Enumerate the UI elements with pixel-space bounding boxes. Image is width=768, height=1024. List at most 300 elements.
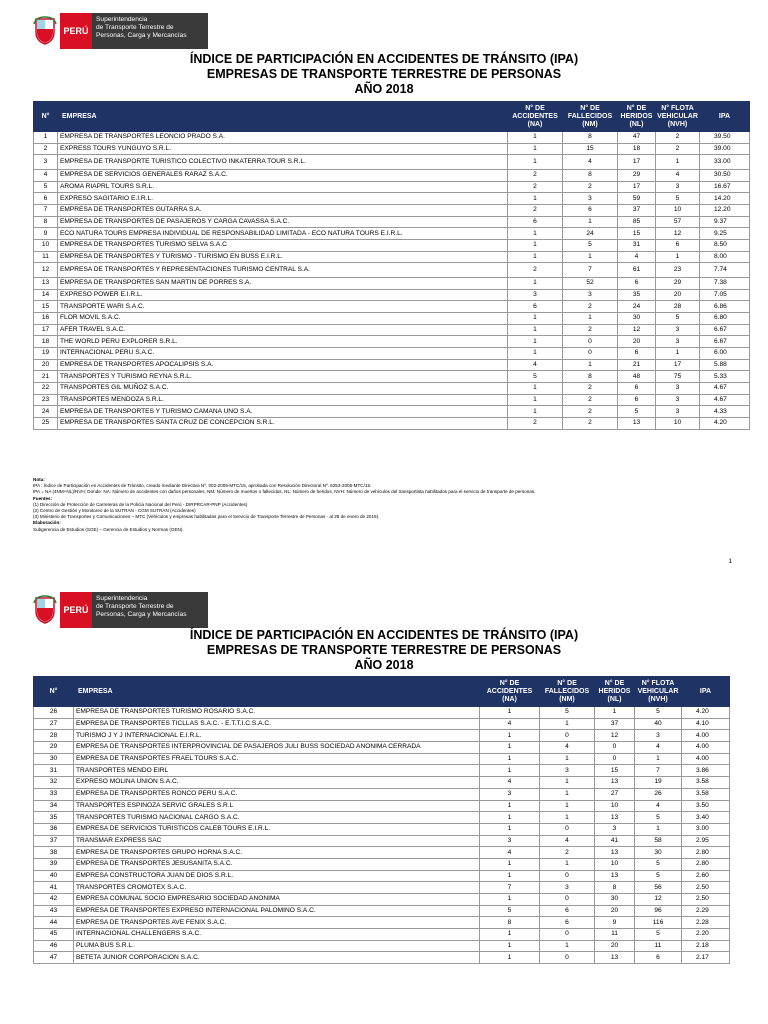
company-name: PLUMA BUS S.R.L. [74,940,480,952]
company-name: EXPRESO SAGITARIO E.I.R.L. [58,193,508,205]
row-num: 13 [34,277,58,289]
company-name: EMPRESA DE TRANSPORTES LEONCIO PRADO S.A. [58,132,508,144]
table-row [34,418,750,430]
ipa-value: 4.20 [700,418,750,430]
injured-value: 13 [595,870,635,882]
col-header-accidentes: N° DE ACCIDENTES (NA) [480,677,540,707]
row-num: 24 [34,406,58,418]
table-row [34,301,750,313]
deaths-value: 4 [540,835,595,847]
injured-value: 18 [618,143,656,155]
ipa-value: 2.50 [682,882,730,894]
ipa-value: 5.88 [700,359,750,371]
accidents-value: 1 [508,132,563,144]
row-num: 6 [34,193,58,205]
injured-value: 47 [618,132,656,144]
ipa-value: 7.38 [700,277,750,289]
ipa-value: 2.50 [682,894,730,906]
deaths-value: 0 [540,870,595,882]
document-year: AÑO 2018 [354,82,414,96]
fleet-value: 29 [656,277,700,289]
fleet-value: 1 [656,251,700,263]
document-title-block [0,52,768,97]
injured-value: 10 [595,800,635,812]
fleet-value: 12 [656,228,700,240]
fleet-value: 3 [656,394,700,406]
deaths-value: 4 [563,155,618,170]
company-name: EMPRESA DE TRANSPORTES SANTA CRUZ DE CONCEPCION S.R.L. [58,418,508,430]
elaboration-line: Subgerencia de Estudios (SGE) – Gerencia de Estudios y Normas (GEN). [33,526,184,532]
accidents-value: 1 [480,858,540,870]
row-num: 32 [34,777,74,789]
logo-country-label: PERÚ [60,13,92,49]
injured-value: 30 [618,312,656,324]
accidents-value: 1 [508,348,563,360]
accidents-value: 1 [480,894,540,906]
row-num: 33 [34,788,74,800]
note-line: IPA = NA (4NM+NL)/NVH; Donde: NA: Número de accidentes con daños personales, NM: Número de muertos o fallecidos, NL: Número de heridos, NVH: Número de vehículos del transportista habilitados para el servicio de transporte de personas. [33,489,536,495]
injured-value: 0 [595,753,635,765]
table-row [34,204,750,216]
injured-value: 13 [595,777,635,789]
ipa-value: 8.00 [700,251,750,263]
fleet-value: 4 [635,742,682,754]
coat-of-arms-icon [30,592,60,628]
fleet-value: 2 [656,143,700,155]
logo-line: de Transporte Terrestre de [96,24,174,31]
row-num: 35 [34,812,74,824]
accidents-value: 1 [480,753,540,765]
table-row [34,858,730,870]
deaths-value: 1 [540,940,595,952]
deaths-value: 3 [540,882,595,894]
injured-value: 13 [595,847,635,859]
table-row [34,800,730,812]
fleet-value: 3 [656,324,700,336]
table-row [34,277,750,289]
ipa-value: 2.95 [682,835,730,847]
fleet-value: 2 [656,132,700,144]
ipa-value: 4.00 [682,730,730,742]
note-line: IPA : Índice de Participación en Accidentes de Tránsito, creado mediante Directiva Nº. 002-2005-MTC/15, aprobada con Resolución Directoral Nº. 6253-2005-MTC/15. [33,483,372,489]
fleet-value: 75 [656,371,700,383]
ipa-value: 3.50 [682,800,730,812]
injured-value: 6 [618,383,656,395]
injured-value: 12 [618,324,656,336]
accidents-value: 1 [480,730,540,742]
company-name: TRANSPORTES GIL MUÑOZ S.A.C. [58,383,508,395]
injured-value: 20 [618,336,656,348]
fleet-value: 23 [656,263,700,278]
accidents-value: 1 [480,800,540,812]
col-header-num: N° [34,102,58,132]
deaths-value: 0 [540,952,595,964]
ipa-value: 30.50 [700,169,750,181]
source-line: (3) Ministerio de Transportes y Comunicaciones – MTC (Vehículos y empresas habilitadas para el Servicio de Transporte Terrestre de Personas - al 28 de enero de 2019). [33,514,380,520]
accidents-value: 1 [508,394,563,406]
injured-value: 17 [618,155,656,170]
accidents-value: 1 [480,707,540,719]
injured-value: 0 [595,742,635,754]
col-header-flota: N° FLOTA VEHICULAR (NVH) [656,102,700,132]
logo-institution-text [92,13,208,49]
injured-value: 48 [618,371,656,383]
fleet-value: 26 [635,788,682,800]
injured-value: 20 [595,905,635,917]
deaths-value: 0 [563,348,618,360]
table-row [34,894,730,906]
accidents-value: 1 [508,312,563,324]
table-row [34,788,730,800]
fleet-value: 3 [656,336,700,348]
row-num: 40 [34,870,74,882]
source-line: (1) Dirección de Protección de Carreteras de la Policía Nacional del Perú - DIRPRCAR-PNP (Accidentes) [33,501,248,507]
table-row [34,835,730,847]
injured-value: 61 [618,263,656,278]
accidents-value: 1 [508,277,563,289]
table-row [34,847,730,859]
deaths-value: 1 [540,753,595,765]
ipa-value: 3.58 [682,777,730,789]
deaths-value: 2 [563,301,618,313]
table-row [34,263,750,278]
ipa-value: 6.86 [700,301,750,313]
ipa-value: 39.00 [700,143,750,155]
table-row [34,169,750,181]
ipa-value: 5.33 [700,371,750,383]
ipa-value: 14.20 [700,193,750,205]
table-row [34,143,750,155]
deaths-value: 2 [540,847,595,859]
company-name: TRANSPORTES ESPINOZA SERVIC GRALES S.R.L [74,800,480,812]
fleet-value: 57 [656,216,700,228]
company-name: TRANSPORTES TURISMO NACIONAL CARGO S.A.C. [74,812,480,824]
accidents-value: 1 [508,228,563,240]
company-name: TURISMO J Y J INTERNACIONAL E.I.R.L. [74,730,480,742]
company-name: EMPRESA DE TRANSPORTES DE PASAJEROS Y CARGA CAVASSA S.A.C. [58,216,508,228]
row-num: 9 [34,228,58,240]
fleet-value: 1 [635,823,682,835]
fleet-value: 7 [635,765,682,777]
injured-value: 8 [595,882,635,894]
ipa-value: 4.67 [700,394,750,406]
deaths-value: 1 [540,858,595,870]
company-name: EMPRESA CONSTRUCTORA JUAN DE DIOS S.R.L. [74,870,480,882]
company-name: EXPRESS TOURS YUNGUYO S.R.L. [58,143,508,155]
table-row [34,251,750,263]
accidents-value: 1 [480,952,540,964]
table-row [34,707,730,719]
row-num: 41 [34,882,74,894]
table-row [34,240,750,252]
injured-value: 31 [618,240,656,252]
company-name: EMPRESA DE TRANSPORTES GRUPO HORNA S.A.C. [74,847,480,859]
row-num: 1 [34,132,58,144]
injured-value: 6 [618,277,656,289]
col-header-fallecidos: N° DE FALLECIDOS (NM) [563,102,618,132]
table-row [34,336,750,348]
deaths-value: 5 [540,707,595,719]
table-row [34,312,750,324]
table-row [34,940,730,952]
table-row [34,882,730,894]
logo-institution-text [92,592,208,628]
deaths-value: 3 [563,289,618,301]
row-num: 25 [34,418,58,430]
col-header-accidentes: N° DE ACCIDENTES (NA) [508,102,563,132]
injured-value: 27 [595,788,635,800]
injured-value: 85 [618,216,656,228]
accidents-value: 1 [508,383,563,395]
accidents-value: 1 [480,870,540,882]
ipa-value: 7.05 [700,289,750,301]
injured-value: 35 [618,289,656,301]
accidents-value: 1 [480,940,540,952]
row-num: 18 [34,336,58,348]
injured-value: 37 [595,718,635,730]
company-name: TRANSPORTE WARI S.A.C. [58,301,508,313]
table-row [34,181,750,193]
logo-line: Superintendencia [96,16,148,23]
fleet-value: 28 [656,301,700,313]
injured-value: 37 [618,204,656,216]
document-year: AÑO 2018 [354,658,414,672]
col-header-empresa: EMPRESA [58,102,508,132]
company-name: EMPRESA DE TRANSPORTE TURISTICO COLECTIVO INKATERRA TOUR S.R.L. [58,155,508,170]
col-header-heridos: N° DE HERIDOS (NL) [595,677,635,707]
deaths-value: 1 [563,359,618,371]
injured-value: 11 [595,929,635,941]
row-num: 14 [34,289,58,301]
deaths-value: 2 [563,383,618,395]
injured-value: 13 [618,418,656,430]
deaths-value: 0 [540,730,595,742]
injured-value: 4 [618,251,656,263]
accidents-value: 1 [508,240,563,252]
row-num: 39 [34,858,74,870]
accidents-value: 1 [480,929,540,941]
fleet-value: 1 [656,155,700,170]
fleet-value: 5 [635,812,682,824]
injured-value: 10 [595,858,635,870]
accidents-value: 1 [508,143,563,155]
row-num: 11 [34,251,58,263]
accidents-value: 4 [480,777,540,789]
logo-line: Personas, Carga y Mercancías [96,32,187,39]
accidents-value: 2 [508,263,563,278]
deaths-value: 1 [563,216,618,228]
ipa-value: 7.74 [700,263,750,278]
company-name: EMPRESA DE TRANSPORTES Y TURISMO CAMANA UNO S.A. [58,406,508,418]
injured-value: 1 [595,707,635,719]
fleet-value: 19 [635,777,682,789]
document-subtitle: EMPRESAS DE TRANSPORTE TERRESTRE DE PERSONAS [206,643,562,657]
company-name: EMPRESA DE TRANSPORTES EXPRESO INTERNACIONAL PALOMINO S.A.C. [74,905,480,917]
table-row [34,812,730,824]
row-num: 19 [34,348,58,360]
deaths-value: 1 [540,718,595,730]
fleet-value: 5 [656,193,700,205]
fleet-value: 5 [635,707,682,719]
injured-value: 9 [595,917,635,929]
company-name: EMPRESA DE TRANSPORTES TURISMO ROSARIO S.A.C. [74,707,480,719]
deaths-value: 1 [540,812,595,824]
table-notes [33,477,733,533]
fleet-value: 116 [635,917,682,929]
ipa-value: 39.50 [700,132,750,144]
logo-country-label: PERÚ [60,592,92,628]
accidents-value: 6 [508,301,563,313]
fleet-value: 3 [635,730,682,742]
fleet-value: 5 [635,929,682,941]
company-name: EXPRESO MOLINA UNION S.A.C. [74,777,480,789]
ipa-table-page-1 [33,101,750,430]
document-subtitle: EMPRESAS DE TRANSPORTE TERRESTRE DE PERSONAS [206,67,562,81]
accidents-value: 7 [480,882,540,894]
accidents-value: 5 [508,371,563,383]
ipa-value: 3.86 [682,765,730,777]
deaths-value: 6 [563,204,618,216]
ipa-value: 2.28 [682,917,730,929]
row-num: 37 [34,835,74,847]
row-num: 12 [34,263,58,278]
ipa-value: 3.58 [682,788,730,800]
table-row [34,324,750,336]
ipa-value: 6.80 [700,312,750,324]
col-header-ipa: IPA [682,677,730,707]
table-row [34,155,750,170]
accidents-value: 2 [508,169,563,181]
sutran-logo [30,592,208,628]
accidents-value: 6 [508,216,563,228]
deaths-value: 7 [563,263,618,278]
company-name: EMPRESA DE TRANSPORTES AVE FENIX S.A.C. [74,917,480,929]
fleet-value: 4 [635,800,682,812]
fleet-value: 1 [635,753,682,765]
ipa-value: 2.80 [682,858,730,870]
row-num: 42 [34,894,74,906]
deaths-value: 2 [563,324,618,336]
company-name: EMPRESA COMUNAL SOCIO EMPRESARIO SOCIEDAD ANONIMA [74,894,480,906]
row-num: 36 [34,823,74,835]
fleet-value: 17 [656,359,700,371]
deaths-value: 0 [540,894,595,906]
table-row [34,718,730,730]
row-num: 17 [34,324,58,336]
deaths-value: 0 [540,823,595,835]
deaths-value: 2 [563,406,618,418]
table-row [34,193,750,205]
company-name: INTERNACIONAL PERU S.A.C. [58,348,508,360]
deaths-value: 8 [563,132,618,144]
company-name: TRANSPORTES CROMOTEX S.A.C. [74,882,480,894]
injured-value: 20 [595,940,635,952]
ipa-value: 6.67 [700,324,750,336]
company-name: EMPRESA DE TRANSPORTES INTERPROVINCIAL DE PASAJEROS JULI BUSS SOCIEDAD ANONIMA CERRADA [74,742,480,754]
fleet-value: 20 [656,289,700,301]
fleet-value: 5 [656,312,700,324]
table-row [34,359,750,371]
company-name: EMPRESA DE TRANSPORTES Y TURISMO - TURISMO EN BUSS E.I.R.L. [58,251,508,263]
injured-value: 15 [595,765,635,777]
accidents-value: 3 [480,788,540,800]
deaths-value: 24 [563,228,618,240]
accidents-value: 1 [480,823,540,835]
fleet-value: 3 [656,383,700,395]
deaths-value: 6 [540,905,595,917]
company-name: EMPRESA DE TRANSPORTES SAN MARTIN DE PORRES S.A. [58,277,508,289]
row-num: 43 [34,905,74,917]
ipa-value: 2.17 [682,952,730,964]
injured-value: 3 [595,823,635,835]
deaths-value: 3 [540,765,595,777]
accidents-value: 1 [480,742,540,754]
col-header-fallecidos: N° DE FALLECIDOS (NM) [540,677,595,707]
accidents-value: 1 [480,812,540,824]
fleet-value: 56 [635,882,682,894]
company-name: TRANSPORTES Y TURISMO REYNA S.R.L. [58,371,508,383]
logo-line: Personas, Carga y Mercancías [96,611,187,618]
ipa-value: 2.80 [682,847,730,859]
fleet-value: 4 [656,169,700,181]
company-name: TRANSPORTES MENDO EIRL [74,765,480,777]
company-name: EXPRESO POWER E.I.R.L. [58,289,508,301]
ipa-value: 4.10 [682,718,730,730]
col-header-empresa: EMPRESA [74,677,480,707]
row-num: 3 [34,155,58,170]
table-row [34,777,730,789]
row-num: 28 [34,730,74,742]
table-row [34,394,750,406]
table-row [34,753,730,765]
col-header-heridos: N° DE HERIDOS (NL) [618,102,656,132]
row-num: 7 [34,204,58,216]
accidents-value: 3 [480,835,540,847]
row-num: 45 [34,929,74,941]
deaths-value: 0 [563,336,618,348]
fleet-value: 11 [635,940,682,952]
row-num: 5 [34,181,58,193]
row-num: 21 [34,371,58,383]
deaths-value: 2 [563,181,618,193]
injured-value: 6 [618,348,656,360]
deaths-value: 15 [563,143,618,155]
fleet-value: 6 [656,240,700,252]
company-name: FLOR MOVIL S.A.C. [58,312,508,324]
accidents-value: 4 [480,718,540,730]
fleet-value: 10 [656,418,700,430]
ipa-value: 9.37 [700,216,750,228]
sources-label: Fuentes: [33,495,53,501]
col-header-ipa: IPA [700,102,750,132]
accidents-value: 4 [508,359,563,371]
fleet-value: 12 [635,894,682,906]
col-header-flota: N° FLOTA VEHICULAR (NVH) [635,677,682,707]
injured-value: 15 [618,228,656,240]
row-num: 22 [34,383,58,395]
company-name: EMPRESA DE TRANSPORTES RONCO PERU S.A.C. [74,788,480,800]
ipa-value: 8.50 [700,240,750,252]
accidents-value: 1 [508,251,563,263]
row-num: 23 [34,394,58,406]
fleet-value: 3 [656,181,700,193]
accidents-value: 1 [508,406,563,418]
table-row [34,905,730,917]
logo-line: de Transporte Terrestre de [96,603,174,610]
ipa-value: 3.00 [682,823,730,835]
table-row [34,929,730,941]
company-name: THE WORLD PERU EXPLORER S.R.L. [58,336,508,348]
